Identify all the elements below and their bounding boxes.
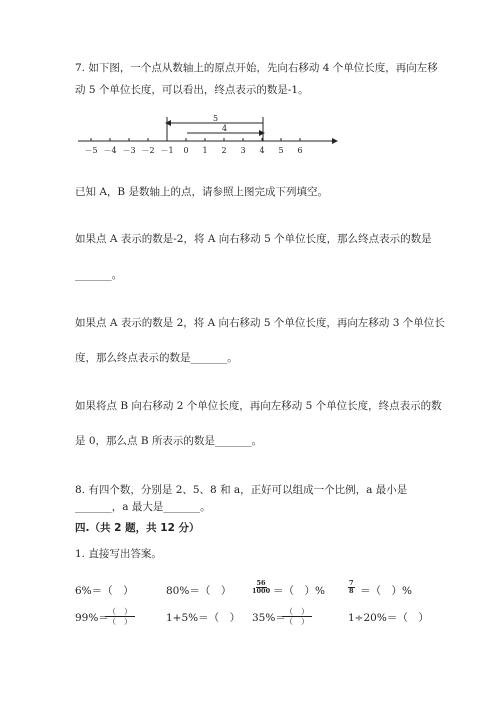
- move-left-arrowhead: [165, 120, 171, 126]
- fraction-7-8-numerator: 7: [349, 579, 354, 587]
- calc-6-percent: 6%＝（ ）: [75, 585, 134, 597]
- calc-35-percent-head: 35%＝: [252, 612, 286, 624]
- calc-1-plus-5-percent: 1+5%＝（ ）: [166, 612, 241, 624]
- tick-label: 4: [259, 146, 265, 155]
- q8-line2: _______，a 最大是_______。: [75, 501, 211, 513]
- calc-99-percent-answer-fraction: [105, 607, 135, 626]
- answer-numerator: （ ）: [105, 607, 135, 617]
- tick-label: 1: [202, 146, 208, 155]
- calc-35-percent-answer-fraction: [282, 607, 312, 626]
- answer-numerator: （ ）: [282, 607, 312, 617]
- answer-denominator: （ ）: [108, 617, 132, 626]
- tick-label: 2: [221, 146, 227, 155]
- q7-intro: 已知 A，B 是数轴上的点，请参照上图完成下列填空。: [75, 186, 328, 198]
- calc-80-percent: 80%＝（ ）: [166, 585, 232, 597]
- fraction-56-1000: [251, 580, 271, 595]
- q7-part-b-line2: 度，那么终点表示的数是_______。: [75, 352, 238, 364]
- number-line-arrowhead: [332, 138, 338, 144]
- tick-label: －3: [122, 146, 136, 155]
- calc-99-percent-head: 99%＝: [75, 612, 109, 624]
- q7-part-a-line1: 如果点 A 表示的数是-2，将 A 向右移动 5 个单位长度，那么终点表示的数是: [75, 233, 432, 245]
- q7-line1: 7. 如下图，一个点从数轴上的原点开始，先向右移动 4 个单位长度，再向左移: [75, 62, 438, 74]
- move-left-label: 5: [213, 114, 219, 123]
- fraction-7-8: [348, 580, 355, 595]
- section-4-q1: 1. 直接写出答案。: [75, 548, 162, 560]
- answer-denominator: （ ）: [285, 617, 309, 626]
- move-right-arrowhead: [259, 130, 265, 136]
- tick-label: 6: [297, 146, 303, 155]
- tick-label: －1: [160, 146, 174, 155]
- q7-part-a-line2: _______。: [75, 269, 123, 281]
- calc-7-8-tail: ＝（ ）%: [360, 585, 412, 597]
- fraction-56-1000-denominator: 1000: [252, 587, 271, 595]
- number-line-figure: [0, 112, 500, 172]
- fraction-56-1000-numerator: 56: [256, 579, 266, 587]
- tick-label: 0: [183, 146, 189, 155]
- calc-1-div-20-percent: 1÷20%＝（ ）: [348, 612, 429, 624]
- section-4-title: 四.（共 2 题，共 12 分）: [75, 522, 200, 534]
- fraction-7-8-denominator: 8: [349, 587, 354, 595]
- q8-line1: 8. 有四个数，分别是 2、5、8 和 a，正好可以组成一个比例，a 最小是: [75, 484, 408, 496]
- q7-part-b-line1: 如果点 A 表示的数是 2，将 A 向右移动 5 个单位长度，再向左移动 3 个单位长: [75, 317, 445, 329]
- q7-part-c-line1: 如果将点 B 向右移动 2 个单位长度，再向左移动 5 个单位长度，终点表示的数: [75, 400, 442, 412]
- q7-line2: 动 5 个单位长度，可以看出，终点表示的数是-1。: [75, 84, 309, 96]
- tick-label: －2: [141, 146, 155, 155]
- tick-label: 5: [278, 146, 284, 155]
- calc-56-1000-tail: ＝（ ）%: [273, 585, 325, 597]
- tick-label: 3: [240, 146, 246, 155]
- tick-label: －5: [84, 146, 98, 155]
- move-right-label: 4: [222, 124, 228, 133]
- q7-part-c-line2: 是 0，那么点 B 所表示的数是_______。: [75, 435, 263, 447]
- tick-label: －4: [103, 146, 117, 155]
